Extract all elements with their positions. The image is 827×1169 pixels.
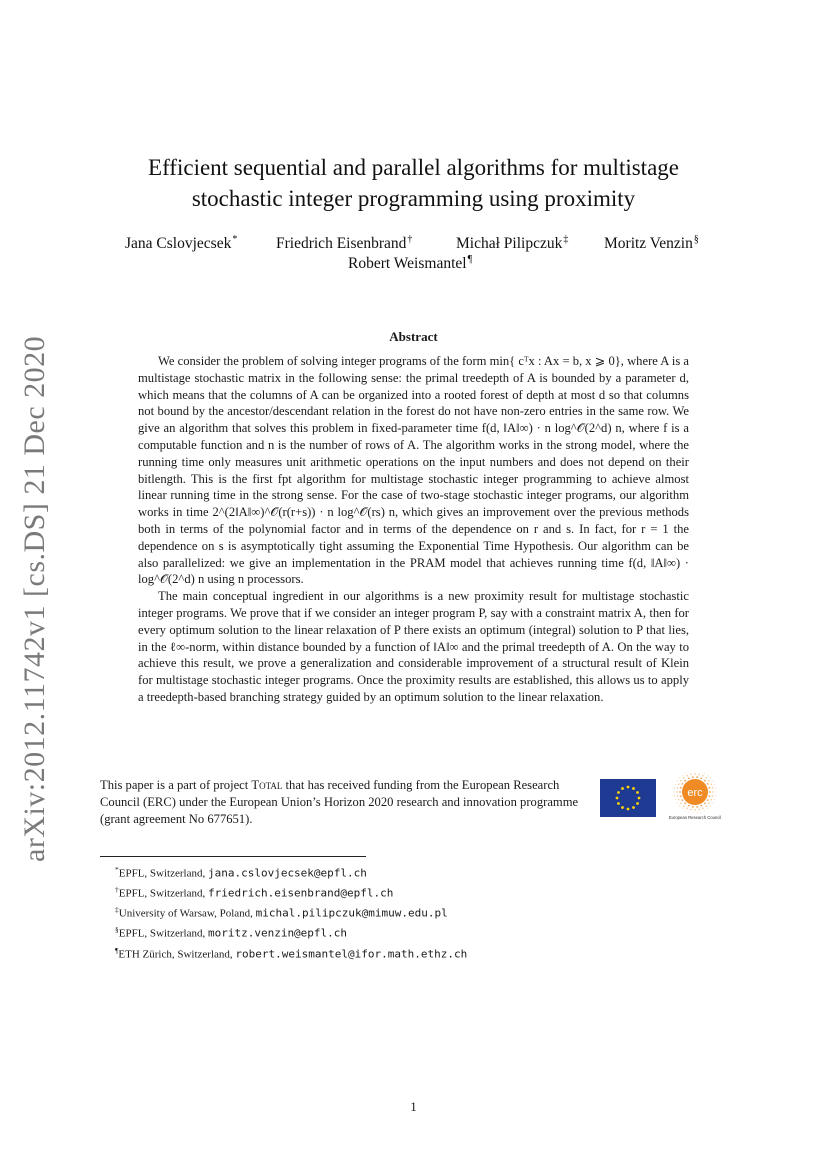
erc-dot (696, 776, 698, 778)
erc-dot (712, 795, 713, 796)
footnote: *EPFL, Switzerland, jana.cslovjecsek@epfl.ch (115, 865, 367, 880)
author: Friedrich Eisenbrand† (276, 234, 413, 253)
footnote: †EPFL, Switzerland, friedrich.eisenbrand@epfl.ch (115, 885, 394, 900)
abstract-body (138, 353, 689, 706)
erc-dot (685, 810, 686, 811)
funding-statement: This paper is a part of project Total that has received funding from the European Research Council (ERC) under the European Union’s Horizon 2020 research and innovation programme (grant agreement No 677651). (100, 778, 579, 826)
erc-dot (712, 803, 713, 804)
erc-dot (708, 780, 709, 781)
erc-dot (679, 806, 680, 807)
erc-dot (677, 787, 678, 788)
erc-dot (688, 805, 690, 807)
title-line: Efficient sequential and parallel algorithms for multistage (148, 155, 679, 180)
erc-dot (675, 784, 676, 785)
eu-flag-logo (600, 779, 656, 817)
erc-dot (707, 808, 708, 809)
erc-dot (692, 806, 694, 808)
eu-star-icon (632, 787, 635, 790)
erc-dot (693, 812, 694, 813)
erc-dot (684, 780, 686, 782)
erc-dot (716, 792, 717, 793)
eu-star-icon (616, 797, 619, 800)
erc-dot (714, 799, 715, 800)
erc-dot (715, 788, 716, 789)
erc-dot (706, 777, 707, 778)
erc-dot (708, 795, 710, 797)
footnotes (115, 862, 467, 963)
erc-dot (710, 806, 711, 807)
erc-dot (679, 791, 681, 793)
erc-dot (680, 803, 681, 804)
erc-dot (690, 809, 691, 810)
eu-star-icon (621, 787, 624, 790)
footnote: ‡University of Warsaw, Poland, michal.pilipczuk@mimuw.edu.pl (115, 905, 448, 920)
title-line: stochastic integer programming using proximity (191, 186, 636, 211)
erc-dot (694, 773, 695, 774)
erc-dot (678, 783, 679, 784)
erc-dot (680, 795, 682, 797)
erc-dot (674, 788, 675, 789)
email-link[interactable]: michal.pilipczuk@mimuw.edu.pl (255, 906, 448, 920)
erc-dot (680, 787, 682, 789)
eu-star-icon (621, 806, 624, 809)
author: Michał Pilipczuk‡ (456, 234, 569, 253)
eu-star-icon (617, 802, 620, 805)
erc-dot (710, 777, 711, 778)
erc-dot (696, 806, 698, 808)
email-link[interactable]: friedrich.eisenbrand@epfl.ch (207, 886, 394, 900)
footnote: ¶ETH Zürich, Switzerland, robert.weismantel@ifor.math.ethz.ch (115, 945, 468, 961)
erc-dot (698, 809, 699, 810)
erc-dot (692, 776, 694, 778)
email-link[interactable]: robert.weismantel@ifor.math.ethz.ch (235, 947, 468, 961)
erc-dot (708, 803, 709, 804)
erc-dot (711, 799, 712, 800)
erc-dot (698, 774, 699, 775)
erc-dot (681, 799, 683, 801)
erc-dot (715, 795, 716, 796)
erc-dot (706, 805, 707, 806)
erc-dot (702, 808, 703, 809)
eu-star-icon (627, 808, 630, 811)
erc-logo-caption: European Research Council (668, 815, 722, 820)
erc-dot (676, 791, 677, 792)
erc-dot (677, 780, 678, 781)
abstract-heading: Abstract (389, 329, 438, 344)
project-name: Total (251, 778, 283, 792)
erc-dot (682, 808, 683, 809)
arxiv-identifier: arXiv:2012.11742v1 [cs.DS] 21 Dec 2020 (18, 335, 51, 862)
erc-dot (683, 805, 684, 806)
erc-logo (665, 772, 725, 824)
erc-dot (689, 812, 690, 813)
erc-dot (674, 792, 675, 793)
erc-dot (712, 787, 713, 788)
erc-dot (704, 810, 705, 811)
paper-title (0, 152, 827, 214)
erc-dot (684, 802, 686, 804)
erc-dot (688, 777, 690, 779)
erc-dot (696, 812, 697, 813)
eu-star-icon (627, 786, 630, 789)
eu-star-icon (636, 791, 639, 794)
erc-dot (686, 775, 687, 776)
erc-dot (702, 775, 703, 776)
erc-dot (704, 780, 706, 782)
erc-dot (707, 783, 709, 785)
email-link[interactable]: moritz.venzin@epfl.ch (207, 927, 348, 941)
erc-dot (714, 784, 715, 785)
erc-dot (682, 775, 683, 776)
erc-dot (704, 773, 705, 774)
erc-dot (675, 799, 676, 800)
erc-dot (683, 777, 684, 778)
eu-star-icon (636, 802, 639, 805)
erc-dot (685, 773, 686, 774)
erc-dot (700, 812, 701, 813)
author: Moritz Venzin§ (604, 234, 699, 253)
erc-dot (704, 802, 706, 804)
footnote-rule (100, 856, 366, 857)
erc-dot (680, 780, 681, 781)
erc-dot (678, 799, 679, 800)
abstract-paragraph: We consider the problem of solving integer programs of the form min{ cᵀx : Ax = b, x ⩾ 0}, where A is a multistage stochastic matrix in the following sense: the primal treedepth of A is bounded by a parameter d, which means that the columns of A can be organized into a rooted forest of depth at most d so that columns not bound by the ancestor/descendant relation in the forest do not have non-zero entries in the same row. We give an algorithm that solves this problem in fixed-parameter time f(d, ‖A‖∞) · n log^𝒪(2^d) n, where f is a computable function and n is the number of rows of A. The algorithm works in the strong model, where the running time only measures unit arithmetic operations on the input numbers and does not depend on their bitlength. This is the first fpt algorithm for multistage stochastic integer programming to achieve almost linear running time in the strong sense. For the case of two-stage stochastic integer programs, our algorithm works in time 2^(2‖A‖∞)^𝒪(r(r+s)) · n log^𝒪(rs) n, which gives an improvement over the previous methods both in terms of the polynomial factor and in terms of the dependence on r and s. In fact, for r = 1 the dependence on s is asymptotically tight assuming the Exponential Time Hypothesis. Our algorithm can be also parallelized: we give an implementation in the PRAM model that achieves running time f(d, ‖A‖∞) · log^𝒪(2^d) n using n processors. (138, 354, 689, 587)
erc-dot (677, 803, 678, 804)
erc-dot (679, 777, 680, 778)
author: Robert Weismantel¶ (348, 254, 473, 273)
eu-star-icon (632, 806, 635, 809)
erc-dot (712, 791, 713, 792)
erc-dot (707, 775, 708, 776)
erc-dot (686, 808, 687, 809)
erc-dot (708, 787, 710, 789)
erc-dot (681, 783, 683, 785)
erc-dot (677, 795, 678, 796)
erc-dot (709, 791, 711, 793)
erc-dot (674, 795, 675, 796)
author: Jana Cslovjecsek* (125, 234, 238, 253)
footnote: §EPFL, Switzerland, moritz.venzin@epfl.ch (115, 925, 348, 941)
eu-star-icon (617, 791, 620, 794)
page-number: 1 (410, 1099, 417, 1114)
erc-dot (694, 809, 695, 810)
erc-dot (707, 799, 709, 801)
erc-dot (712, 780, 713, 781)
abstract-paragraph: The main conceptual ingredient in our algorithms is a new proximity result for multistage stochastic integer programs. We prove that if we consider an integer program P, say with a constraint matrix A, then for every optimum solution to the linear relaxation of P there exists an optimum (integral) solution to P that lies, in the ℓ∞-norm, within distance bounded by a function of ‖A‖∞ and the primal treedepth of A. On the way to achieve this result, we prove a generalization and considerable improvement of a structural result of Klein for multistage stochastic integer programs. Once the proximity results are established, this allows us to apply a treedepth-based branching strategy guided by an optimum solution to the linear relaxation. (138, 589, 689, 704)
erc-dot (690, 774, 691, 775)
email-link[interactable]: jana.cslovjecsek@epfl.ch (207, 866, 367, 880)
eu-star-icon (638, 797, 641, 800)
erc-dot (700, 805, 702, 807)
erc-dot (711, 783, 712, 784)
erc-dot (700, 777, 702, 779)
erc-logo-text: erc (687, 787, 703, 799)
